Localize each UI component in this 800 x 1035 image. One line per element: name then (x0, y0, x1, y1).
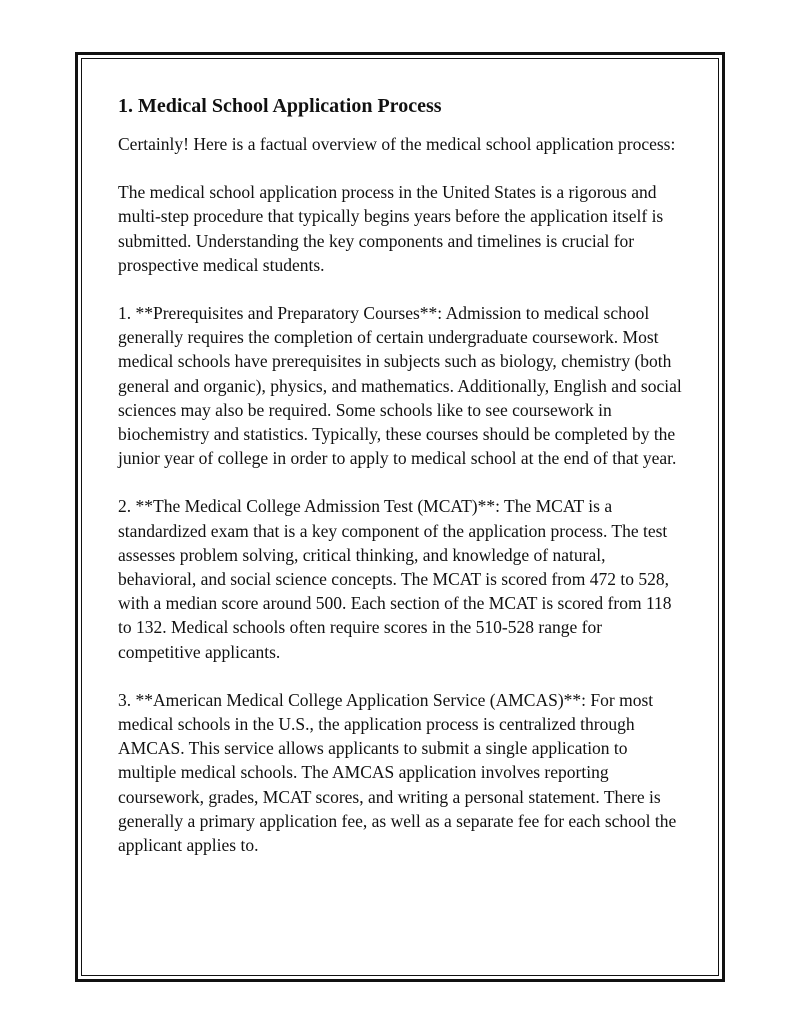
amcas-paragraph: 3. **American Medical College Application Service (AMCAS)**: For most medical schools in the U.S., the application process is centralized through AMCAS. This service allows applicants to submit a single application to multiple medical schools. The AMCAS application involves reporting coursework, grades, MCAT scores, and writing a personal statement. There is generally a primary application fee, as well as a separate fee for each school the applicant applies to. (118, 689, 677, 856)
intro-paragraph: Certainly! Here is a factual overview of the medical school application process: (118, 134, 676, 154)
prerequisites-paragraph: 1. **Prerequisites and Preparatory Courses**: Admission to medical school generally requires the completion of certain undergraduate coursework. Most medical schools have prerequisites in subjects such as biology, chemistry (both general and organic), physics, and mathematics. Additionally, English and social sciences may also be required. Some schools like to see coursework in biochemistry and statistics. Typically, these courses should be completed by the junior year of college in order to apply to medical school at the end of that year. (118, 303, 682, 469)
overview-paragraph: The medical school application process in the United States is a rigorous and multi-step procedure that typically begins years before the application itself is submitted. Understanding the key components and timelines is crucial for prospective medical students. (118, 182, 664, 275)
document-body (118, 92, 688, 881)
section-heading: 1. Medical School Application Process (118, 95, 442, 117)
mcat-paragraph: 2. **The Medical College Admission Test (MCAT)**: The MCAT is a standardized exam that is a key component of the application process. The test assesses problem solving, critical thinking, and knowledge of natural, behavioral, and social science concepts. The MCAT is scored from 472 to 528, with a median score around 500. Each section of the MCAT is scored from 118 to 132. Medical schools often require scores in the 510-528 range for competitive applicants. (118, 496, 672, 662)
